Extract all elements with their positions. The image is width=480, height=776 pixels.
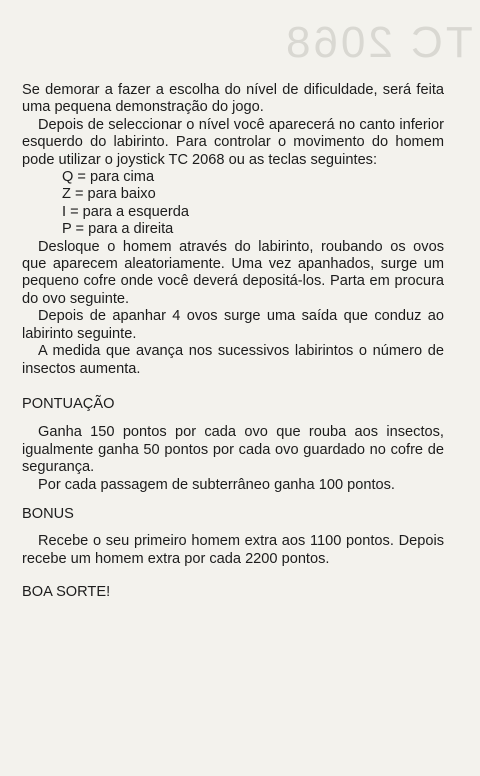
closing-text: BOA SORTE! <box>22 584 111 601</box>
paragraph-insects: A medida que avança nos sucessivos labirintos o número de insectos aumenta. <box>22 343 444 377</box>
key-down: Z = para baixo <box>62 186 156 203</box>
key-right: P = para a direita <box>62 221 174 238</box>
paragraph-eggs: Desloque o homem através do labirinto, roubando os ovos que aparecem aleatoriamente. Uma vez apanhados, surge um pequeno cofre onde você deverá depositá-los. Parta em procura do ovo seguinte. <box>22 238 444 307</box>
key-left: I = para a esquerda <box>62 203 189 220</box>
bleed-through-title: TC 2068 <box>283 18 473 67</box>
paragraph-demo: Se demorar a fazer a escolha do nível de dificuldade, será feita uma pequena demonstração do jogo. <box>22 82 444 116</box>
key-up: Q = para cima <box>62 169 155 186</box>
heading-pontuacao: PONTUAÇÃO <box>22 395 115 412</box>
paragraph-exit: Depois de apanhar 4 ovos surge uma saída que conduz ao labirinto seguinte. <box>22 308 444 342</box>
paragraph-controls: Depois de seleccionar o nível você aparecerá no canto inferior esquerdo do labirinto. Para controlar o movimento do homem pode utilizar o joystick TC 2068 ou as teclas seguintes: <box>22 116 444 168</box>
instructions-page <box>22 82 444 602</box>
paragraph-bonus: Recebe o seu primeiro homem extra aos 1100 pontos. Depois recebe um homem extra por cada 2200 pontos. <box>22 533 444 567</box>
paragraph-points-tunnel: Por cada passagem de subterrâneo ganha 100 pontos. <box>38 476 395 493</box>
key-list <box>22 169 444 239</box>
paragraph-points-eggs: Ganha 150 pontos por cada ovo que rouba aos insectos, igualmente ganha 50 pontos por cada ovo guardado no cofre de segurança. <box>22 424 444 476</box>
heading-bonus: BONUS <box>22 505 74 522</box>
